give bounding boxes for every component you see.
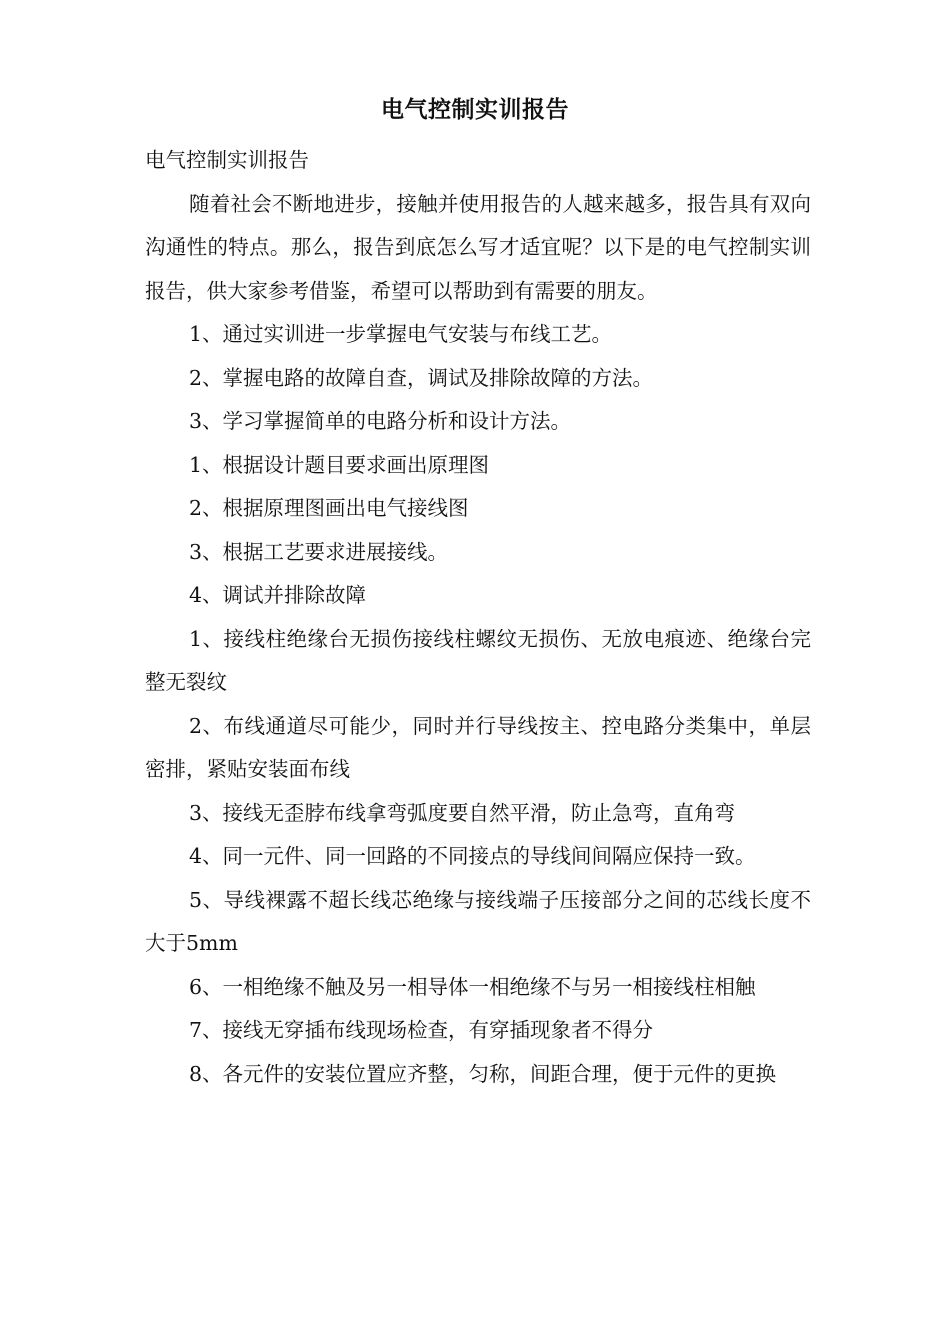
requirement-item-4: 4、同一元件、同一回路的不同接点的导线间间隔应保持一致。 — [189, 844, 756, 868]
document-subtitle: 电气控制实训报告 — [145, 148, 309, 172]
requirement-item-6: 6、一相绝缘不触及另一相导体一相绝缘不与另一相接线柱相触 — [189, 974, 756, 999]
requirement-item-5: 5、导线裸露不超长线芯绝缘与接线端子压接部分之间的芯线长度不大于5mm — [145, 887, 811, 955]
document-body — [145, 139, 811, 1096]
requirement-item-1: 1、接线柱绝缘台无损伤接线柱螺纹无损伤、无放电痕迹、绝缘台完整无裂纹 — [145, 626, 811, 694]
document-title: 电气控制实训报告 — [381, 97, 569, 123]
requirement-item-7: 7、接线无穿插布线现场检查，有穿插现象者不得分 — [189, 1018, 654, 1042]
requirement-item-8: 8、各元件的安装位置应齐整，匀称，间距合理，便于元件的更换 — [189, 1061, 777, 1086]
task-item-4: 4、调试并排除故障 — [189, 583, 367, 607]
objective-item-3: 3、学习掌握简单的电路分析和设计方法。 — [189, 409, 572, 433]
objective-item-2: 2、掌握电路的故障自查，调试及排除故障的方法。 — [189, 365, 654, 390]
task-item-3: 3、根据工艺要求进展接线。 — [189, 539, 449, 564]
requirement-item-2: 2、布线通道尽可能少，同时并行导线按主、控电路分类集中，单层密排，紧贴安装面布线 — [145, 713, 811, 781]
task-item-2: 2、根据原理图画出电气接线图 — [189, 496, 469, 520]
requirement-item-3: 3、接线无歪脖布线拿弯弧度要自然平滑，防止急弯，直角弯 — [189, 800, 736, 825]
task-item-1: 1、根据设计题目要求画出原理图 — [189, 452, 490, 477]
objective-item-1: 1、通过实训进一步掌握电气安装与布线工艺。 — [189, 322, 613, 346]
intro-paragraph: 随着社会不断地进步，接触并使用报告的人越来越多，报告具有双向沟通性的特点。那么，报告到底怎么写才适宜呢？以下是的电气控制实训报告，供大家参考借鉴，希望可以帮助到有需要的朋友。 — [145, 191, 811, 303]
